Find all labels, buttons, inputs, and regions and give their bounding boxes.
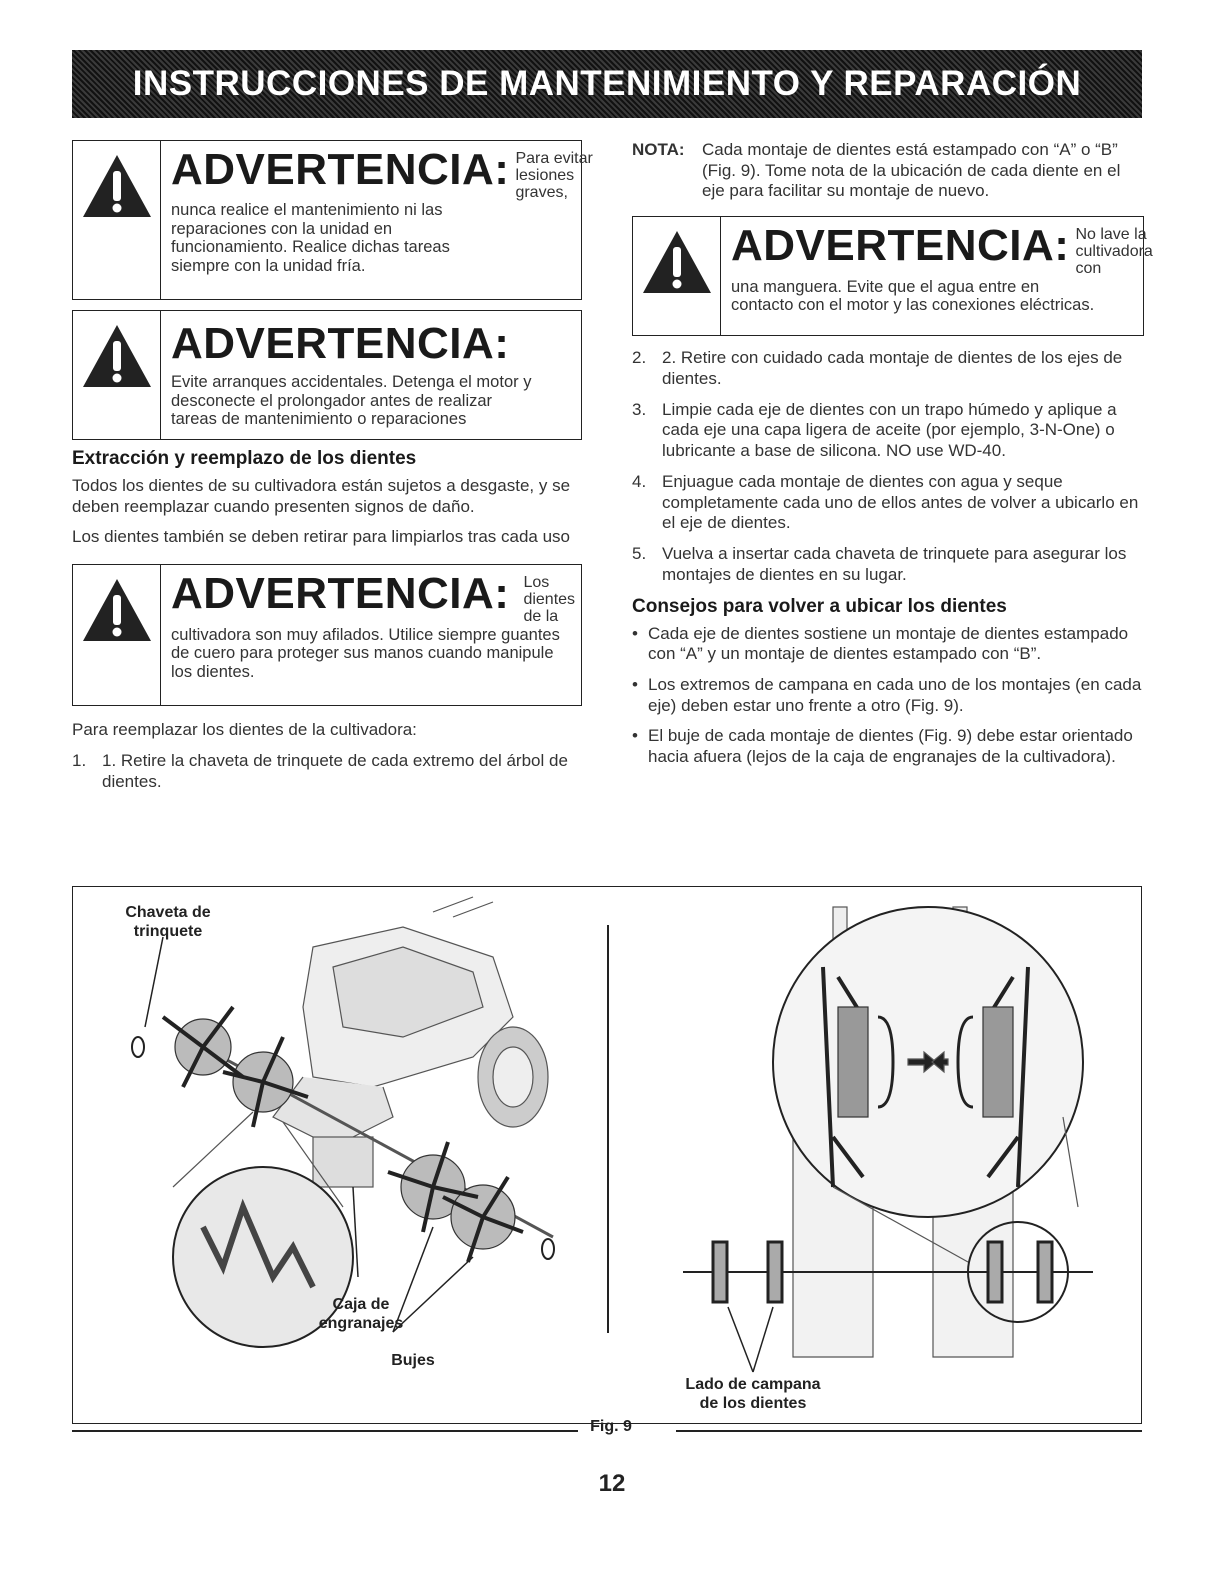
list-item bbox=[632, 726, 1144, 767]
warning-lead: No lave la cultivadora con bbox=[1075, 226, 1153, 277]
steps-list bbox=[72, 751, 582, 792]
list-item bbox=[632, 624, 1144, 665]
note-text: Cada montaje de dientes está estampado con “A” o “B” (Fig. 9). Tome nota de la ubicación de cada diente en el eje para facilitar su montaje de nuevo. bbox=[702, 140, 1121, 201]
warning-triangle-icon bbox=[81, 153, 153, 219]
left-column bbox=[72, 140, 593, 802]
step-text: Limpie cada eje de dientes con un trapo húmedo y aplique a cada eje una capa ligera de aceite (por ejemplo, 3-N-One) o lubricante a base de silicona. NO use WD-40. bbox=[662, 399, 1117, 461]
figure-9 bbox=[72, 886, 1142, 1424]
step-text: Enjuague cada montaje de dientes con agua y seque completamente cada uno de ellos antes de volver a ubicarlo en el eje de dientes. bbox=[662, 471, 1139, 533]
caption-rule-right bbox=[676, 1430, 1142, 1432]
figure-caption: Fig. 9 bbox=[590, 1418, 632, 1435]
tips-list bbox=[632, 624, 1144, 768]
warning-triangle-icon bbox=[81, 577, 153, 643]
tip-text: El buje de cada montaje de dientes (Fig. 9) debe estar orientado hacia afuera (lejos de la caja de engranajes de la cultivadora). bbox=[648, 726, 1133, 767]
warning-lead: Para evitar lesiones graves, bbox=[515, 150, 593, 201]
warning-box-2 bbox=[72, 310, 582, 440]
label-chaveta bbox=[123, 903, 213, 941]
warning-icon-cell bbox=[73, 565, 161, 705]
label-line: Lado de campana bbox=[685, 1376, 821, 1393]
list-item bbox=[632, 544, 1144, 585]
paragraph: Para reemplazar los dientes de la cultivadora: bbox=[72, 720, 417, 740]
list-item bbox=[72, 751, 582, 792]
warning-title: ADVERTENCIA: bbox=[171, 145, 510, 194]
warning-icon-cell bbox=[73, 141, 161, 299]
bullet: • bbox=[632, 726, 638, 746]
paragraph: Todos los dientes de su cultivadora están sujetos a desgaste, y se deben reemplazar cuando presenten signos de daño. bbox=[72, 476, 571, 516]
list-item bbox=[632, 472, 1144, 534]
step-text: 1. Retire la chaveta de trinquete de cada extremo del árbol de dientes. bbox=[102, 750, 568, 791]
warning-title: ADVERTENCIA: bbox=[171, 569, 510, 619]
list-item bbox=[632, 675, 1144, 716]
warning-text: Evite arranques accidentales. Detenga el motor y desconecte el prolongador antes de realizar tareas de mantenimiento o reparaciones bbox=[171, 373, 532, 429]
steps-list bbox=[632, 348, 1144, 585]
section-title: Extracción y reemplazo de los dientes bbox=[72, 448, 417, 469]
paragraph: Los dientes también se deben retirar para limpiarlos tras cada uso bbox=[72, 527, 570, 547]
warning-lead: Los dientes de la bbox=[523, 574, 576, 625]
label-line: engranajes bbox=[318, 1315, 404, 1333]
warning-box-1 bbox=[72, 140, 593, 300]
header-bar bbox=[72, 50, 1142, 118]
warning-triangle-icon bbox=[641, 229, 713, 295]
step-number: 3. bbox=[632, 399, 647, 419]
label-line: trinquete bbox=[133, 923, 203, 941]
caption-rule-left bbox=[72, 1430, 578, 1432]
warning-icon-cell bbox=[633, 217, 721, 335]
step-text: Vuelva a insertar cada chaveta de trinquete para asegurar los montajes de dientes en su lugar. bbox=[662, 544, 1127, 584]
label-caja-engranajes bbox=[311, 1295, 411, 1333]
label-line: Bujes bbox=[391, 1352, 435, 1369]
tip-text: Cada eje de dientes sostiene un montaje de dientes estampado con “A” y un montaje de dientes estampado con “B”. bbox=[648, 623, 1129, 664]
label-bujes bbox=[373, 1351, 453, 1370]
warning-title: ADVERTENCIA: bbox=[171, 319, 510, 368]
step-number: 4. bbox=[632, 471, 647, 491]
note bbox=[632, 140, 1144, 202]
label-line: Chaveta de bbox=[125, 904, 211, 921]
label-lado-campana bbox=[653, 1375, 853, 1413]
note-label: NOTA: bbox=[632, 140, 685, 159]
warning-title: ADVERTENCIA: bbox=[731, 221, 1070, 271]
list-item bbox=[632, 400, 1144, 462]
step-number: 5. bbox=[632, 544, 647, 564]
step-text: 2. Retire con cuidado cada montaje de dientes de los ejes de dientes. bbox=[662, 348, 1123, 388]
step-number: 2. bbox=[632, 348, 647, 368]
list-item bbox=[632, 348, 1144, 389]
warning-text: cultivadora son muy afilados. Utilice siempre guantes de cuero para proteger sus manos cuando manipule los dientes. bbox=[171, 625, 560, 681]
tip-text: Los extremos de campana en cada uno de los montajes (en cada eje) deben estar uno frente a otro (Fig. 9). bbox=[648, 675, 1142, 715]
right-column bbox=[632, 140, 1153, 778]
label-line: Caja de bbox=[332, 1296, 390, 1313]
warning-triangle-icon bbox=[81, 323, 153, 389]
step-number: 1. bbox=[72, 750, 87, 770]
bullet: • bbox=[632, 675, 638, 695]
warning-text: una manguera. Evite que el agua entre en contacto con el motor y las conexiones eléctricas. bbox=[731, 277, 1095, 315]
warning-box-4 bbox=[632, 216, 1153, 336]
page-number: 12 bbox=[598, 1470, 626, 1497]
page-title: INSTRUCCIONES DE MANTENIMIENTO Y REPARACIÓN bbox=[132, 64, 1082, 103]
section-title: Consejos para volver a ubicar los dientes bbox=[632, 595, 1007, 617]
warning-box-3 bbox=[72, 564, 582, 706]
bullet: • bbox=[632, 623, 638, 643]
warning-text: nunca realice el mantenimiento ni las reparaciones con la unidad en funcionamiento. Realice dichas tareas siempre con la unidad fría. bbox=[171, 201, 450, 275]
warning-icon-cell bbox=[73, 311, 161, 439]
figure-divider bbox=[607, 925, 609, 1333]
label-line: de los dientes bbox=[699, 1395, 807, 1413]
